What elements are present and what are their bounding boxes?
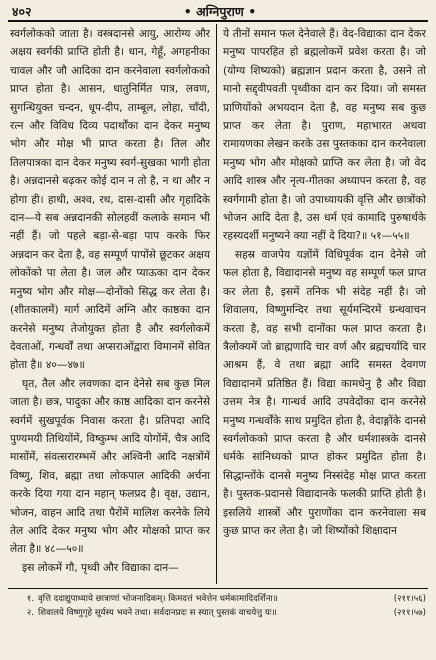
left-paragraph: स्वर्गलोकको जाता है। वस्त्रदानसे आयु, आरोग्य और अक्षय स्वर्गकी प्राप्ति होती है। धान, गेहूँ, अगहनीका चावल और जौ आदिका दान करनेवाला स्वर्गलोकको प्राप्त होता है। आसन, धातुनिर्मित पात्र, लवण, सुगन्धियुक्त चन्दन, धूप-दीप, ताम्बूल, लोहा, चाँदी, रत्न और विविध दिव्य पदार्थोंका दान देकर मनुष्य भोग और मोक्ष भी प्राप्त करता है। तिल और तिलपात्रका दान देकर मनुष्य स्वर्ग-सुखका भागी होता है। अन्नदानसे बढ़कर कोई दान न तो है, न था और न होगा ही। हाथी, अश्व, रथ, दास-दासी और गृहादिके दान—ये सब अन्नदानकी सोलहवीं कलाके समान भी नहीं हैं। जो पहले बड़ा-से-बड़ा पाप करके फिर अन्नदान कर देता है, वह सम्पूर्ण पापोंसे छूटकर अक्षय लोकोंको पा लेता है। जल और प्याऊका दान देकर मनुष्य भोग और मोक्ष—दोनोंको सिद्ध कर लेता है। (शीतकालमें) मार्ग आदिमें अग्नि और काष्ठका दान करनेसे मनुष्य तेजोयुक्त होता है और स्वर्गलोकमें देवताओं, गन्धर्वों तथा अप्सराओंद्वारा विमानमें सेवित होता है॥ ४०—४७॥ bbox=[10, 28, 210, 372]
right-column bbox=[223, 25, 426, 540]
running-title: • अग्निपुराण • bbox=[183, 4, 257, 19]
footnote-text: वृत्ति ददाद्युपाध्याये छात्राणां भोजनादिकम्। किमदत्तं भवेत्तेन धर्मकामादिदर्शिना॥ bbox=[38, 594, 278, 604]
left-column bbox=[10, 25, 210, 577]
footnotes bbox=[16, 592, 426, 620]
column-divider bbox=[216, 24, 217, 584]
header-rule bbox=[8, 20, 428, 22]
footnote-reference: (२११।५७) bbox=[393, 608, 426, 618]
right-paragraph: सहस्र वाजपेय यज्ञोंमें विधिपूर्वक दान देनेसे जो फल होता है, विद्यादानसे मनुष्य वह सम्पूर्ण फल प्राप्त कर लेता है, इसमें तनिक भी संदेह नहीं है। जो शिवालय, विष्णुमन्दिर तथा सूर्यमन्दिरमें ग्रन्थवाचन करता है, वह सभी दानोंका फल प्राप्त करता है। त्रैलोक्यमें जो ब्राह्मणादि चार वर्ण और ब्रह्मचर्यादि चार आश्रम हैं, वे तथा ब्रह्मा आदि समस्त देवगण विद्यादानमें प्रतिष्ठित हैं। विद्या कामधेनु है और विद्या उत्तम नेत्र है। गान्धर्व आदि उपवेदोंका दान करनेसे मनुष्य गन्धर्वोंके साथ प्रमुदित होता है, वेदाङ्गोंके दानसे स्वर्गलोकको प्राप्त करता है और धर्मशास्त्रके दानसे धर्मके सांनिध्यको प्राप्त होकर प्रमुदित होता है। सिद्धान्तोंके दानसे मनुष्य निस्संदेह मोक्ष प्राप्त करता है। पुस्तक-प्रदानसे विद्यादानके फलकी प्राप्ति होती है। इसलिये शास्त्रों और पुराणोंका दान करनेवाला सब कुछ प्राप्त कर लेता है। जो शिष्योंको शिक्षादान bbox=[223, 248, 426, 537]
footnote bbox=[16, 606, 426, 620]
right-paragraph: ये तीनों समान फल देनेवाले हैं। वेद-विद्याका दान देकर मनुष्य पापरहित हो ब्रह्मलोकमें प्रवेश करता है। जो (योग्य शिष्यको) ब्रह्मज्ञान प्रदान करता है, उसने तो मानो सद्द्वीपवती पृथ्वीका दान कर दिया। जो समस्त प्राणियोंको अभयदान देता है, वह मनुष्य सब कुछ प्राप्त कर लेता है। पुराण, महाभारत अथवा रामायणका लेखन करके उस पुस्तकका दान करनेवाला मनुष्य भोग और मोक्षको प्राप्ति कर लेता है। जो वेद आदि शास्त्र और नृत्य-गीतका अध्यापन करता है, वह स्वर्गगामी होता है। जो उपाध्यायकी वृत्ति और छात्रोंको भोजन आदि देता है, उस धर्म एवं कामादि पुरुषार्थके रहस्यदर्शी मनुष्यने क्या नहीं दे दिया?॥ ५१—५५॥ bbox=[223, 28, 426, 243]
left-paragraph: इस लोकमें गौ, पृथ्वी और विद्याका दान— bbox=[22, 561, 179, 574]
footnote-rule bbox=[8, 588, 428, 589]
page-header bbox=[0, 0, 436, 22]
footnote-reference: (२११।५६) bbox=[393, 594, 426, 604]
footnote-number: २. bbox=[26, 608, 34, 618]
footnote bbox=[16, 592, 426, 606]
left-paragraph: घृत, तैल और लवणका दान देनेसे सब कुछ मिल जाता है। छत्र, पादुका और काष्ठ आदिका दान करनेसे स्वर्गमें सुखपूर्वक निवास करता है। प्रतिपदा आदि पुण्यमयी तिथियोंमें, विष्कुम्भ आदि योगोंमें, चैत्र आदि मासोंमें, संवत्सरारम्भमें और अश्विनी आदि नक्षत्रोंमें विष्णु, शिव, ब्रह्मा तथा लोकपाल आदिकी अर्चना करके दिया गया दान महान् फलप्रद है। वृक्ष, उद्यान, भोजन, वाहन आदि तथा पैरोंमें मालिश करनेके लिये तेल आदि देकर मनुष्य भोग और मोक्षको प्राप्त कर लेता है॥ ४८—५०॥ bbox=[10, 377, 210, 556]
footnote-text: शिवालये विष्णुगृहे सूर्यस्य भवने तथा। सर्वदानप्रदः स स्यात् पुस्तकं वाचयेत्तु यः॥ bbox=[38, 608, 277, 618]
footnote-number: १. bbox=[26, 594, 34, 604]
page-number: ४०२ bbox=[12, 4, 32, 19]
